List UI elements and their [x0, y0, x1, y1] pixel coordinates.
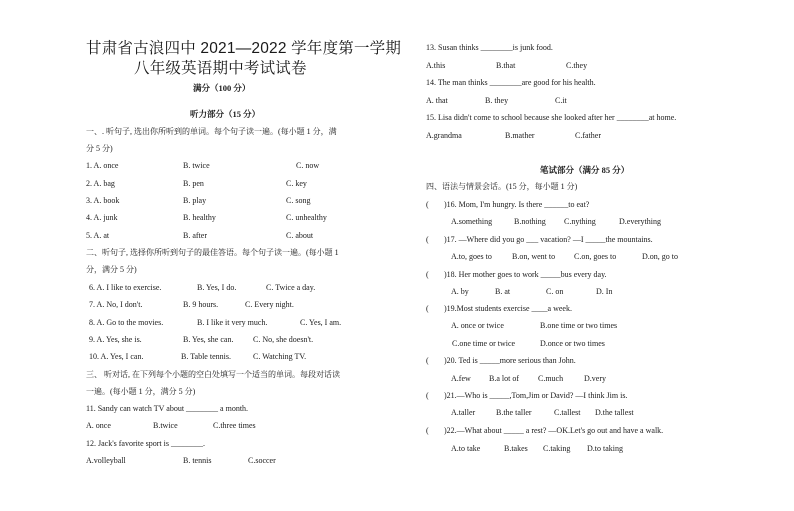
q16-option-d: D.everything	[619, 217, 661, 226]
q15-prompt: 15. Lisa didn't come to school because she looked after her ________at home.	[426, 113, 677, 122]
q18-option-d: D. In	[596, 287, 613, 296]
q14-option-b: B. they	[485, 96, 509, 105]
q11-option-c: C.three times	[213, 421, 256, 430]
q12-option-b: B. tennis	[183, 456, 212, 465]
section1-instruction: 一、. 听句子, 选出你所听到的单词。每个句子读一遍。(每小题 1 分，满	[86, 127, 337, 136]
q1-option-b: B. twice	[183, 161, 210, 170]
q14-prompt: 14. The man thinks ________are good for his health.	[426, 78, 596, 87]
q18-prompt: )18. Her mother goes to work _____bus every day.	[444, 270, 607, 279]
q12-option-a: A.volleyball	[86, 456, 126, 465]
q2-option-c: C. key	[286, 179, 307, 188]
q17-option-a: A.to, goes to	[451, 252, 492, 261]
q8-option-c: C. Yes, I am.	[300, 318, 342, 327]
q8-option-a: 8. A. Go to the movies.	[89, 318, 164, 327]
q17-prompt: )17. —Where did you go ___ vacation? —I _____the mountains.	[444, 235, 653, 244]
q19-answer-bracket: (	[426, 304, 429, 313]
q20-answer-bracket: (	[426, 356, 429, 365]
q9-option-b: B. Yes, she can.	[183, 335, 234, 344]
q10-option-c: C. Watching TV.	[253, 352, 307, 361]
q7-option-b: B. 9 hours.	[183, 300, 219, 309]
q11-option-a: A. once	[86, 421, 111, 430]
q6-option-a: 6. A. I like to exercise.	[89, 283, 162, 292]
q20-option-c: C.much	[538, 374, 564, 383]
q20-prompt: )20. Ted is _____more serious than John.	[444, 356, 576, 365]
written-heading: 笔试部分（满分 85 分）	[540, 165, 630, 175]
q1-option-c: C. now	[296, 161, 320, 170]
q16-option-c: C.nything	[564, 217, 596, 226]
q20-option-a: A.few	[451, 374, 471, 383]
q16-answer-bracket: (	[426, 200, 429, 209]
q19-option-a: A. once or twice	[451, 321, 504, 330]
q4-option-a: 4. A. junk	[86, 213, 118, 222]
section4-instruction: 四、语法与情景会话。(15 分，每小题 1 分)	[426, 182, 578, 191]
q21-option-b: B.the taller	[496, 408, 532, 417]
q3-option-b: B. play	[183, 196, 207, 205]
q21-option-c: C.tallest	[554, 408, 581, 417]
q14-option-c: C.it	[555, 96, 567, 105]
q4-option-b: B. healthy	[183, 213, 216, 222]
q17-option-b: B.on, went to	[512, 252, 556, 261]
q12-option-c: C.soccer	[248, 456, 276, 465]
q14-option-a: A. that	[426, 96, 448, 105]
q17-answer-bracket: (	[426, 235, 429, 244]
q13-option-c: C.they	[566, 61, 588, 70]
q16-option-a: A.something	[451, 217, 493, 226]
q11-prompt: 11. Sandy can watch TV about ________ a month.	[86, 404, 249, 413]
q18-option-c: C. on	[546, 287, 564, 296]
q9-option-a: 9. A. Yes, she is.	[89, 335, 142, 344]
q22-option-c: C.taking	[543, 444, 571, 453]
q6-option-c: C. Twice a day.	[266, 283, 316, 292]
q22-option-a: A.to take	[451, 444, 481, 453]
section2-instruction: 二、听句子, 选择你所听到句子的最佳答语。每个句子读一遍。(每小题 1	[86, 248, 339, 257]
q21-option-a: A.taller	[451, 408, 476, 417]
q5-option-b: B. after	[183, 231, 207, 240]
q10-option-a: 10. A. Yes, I can.	[89, 352, 144, 361]
q5-option-c: C. about	[286, 231, 314, 240]
q21-prompt: )21.—Who is _____,Tom,Jim or David? —I think Jim is.	[444, 391, 628, 400]
q22-option-b: B.takes	[504, 444, 528, 453]
q11-option-b: B.twice	[153, 421, 178, 430]
q16-option-b: B.nothing	[514, 217, 546, 226]
section2-instruction-cont: 分，满分 5 分)	[86, 265, 137, 274]
q13-option-b: B.that	[496, 61, 516, 70]
q9-option-c: C. No, she doesn't.	[253, 335, 314, 344]
listening-heading: 听力部分（15 分）	[190, 109, 261, 119]
section3-instruction: 三、 听对话, 在下列每个小题的空白处填写一个适当的单词。每段对话读	[86, 370, 340, 379]
q2-option-a: 2. A. bag	[86, 179, 115, 188]
q20-option-d: D.very	[584, 374, 606, 383]
full-score: 满分（100 分）	[193, 83, 251, 93]
q1-option-a: 1. A. once	[86, 161, 119, 170]
q18-answer-bracket: (	[426, 270, 429, 279]
q3-option-a: 3. A. book	[86, 196, 120, 205]
section1-instruction-cont: 分 5 分)	[86, 144, 113, 153]
q19-prompt: )19.Most students exercise ____a week.	[444, 304, 572, 313]
q18-option-b: B. at	[495, 287, 511, 296]
q19-option-c: C.one time or twice	[452, 339, 516, 348]
q7-option-c: C. Every night.	[245, 300, 294, 309]
q19-option-d: D.once or two times	[540, 339, 605, 348]
q6-option-b: B. Yes, I do.	[197, 283, 237, 292]
q15-option-b: B.mather	[505, 131, 535, 140]
q17-option-d: D.on, go to	[642, 252, 678, 261]
q12-prompt: 12. Jack's favorite sport is ________.	[86, 439, 205, 448]
q15-option-c: C.father	[575, 131, 601, 140]
q13-prompt: 13. Susan thinks ________is junk food.	[426, 43, 553, 52]
q5-option-a: 5. A. at	[86, 231, 110, 240]
q21-option-d: D.the tallest	[595, 408, 634, 417]
q18-option-a: A. by	[451, 287, 469, 296]
q22-prompt: )22.—What about _____ a rest? —OK.Let's go out and have a walk.	[444, 426, 664, 435]
q4-option-c: C. unhealthy	[286, 213, 327, 222]
q22-option-d: D.to taking	[587, 444, 623, 453]
q13-option-a: A.this	[426, 61, 446, 70]
q3-option-c: C. song	[286, 196, 311, 205]
q7-option-a: 7. A. No, I don't.	[89, 300, 143, 309]
q2-option-b: B. pen	[183, 179, 204, 188]
q16-prompt: )16. Mom, I'm hungry. Is there ______to eat?	[444, 200, 590, 209]
q10-option-b: B. Table tennis.	[181, 352, 231, 361]
q19-option-b: B.one time or two times	[540, 321, 618, 330]
q20-option-b: B.a lot of	[489, 374, 519, 383]
exam-title-line2: 八年级英语期中考试试卷	[134, 60, 307, 77]
exam-title-line1: 甘肃省古浪四中 2021—2022 学年度第一学期	[86, 40, 402, 57]
q17-option-c: C.on, goes to	[574, 252, 617, 261]
q22-answer-bracket: (	[426, 426, 429, 435]
q8-option-b: B. I like it very much.	[197, 318, 268, 327]
section3-instruction-cont: 一遍。(每小题 1 分，满分 5 分)	[86, 387, 196, 396]
q21-answer-bracket: (	[426, 391, 429, 400]
q15-option-a: A.grandma	[426, 131, 462, 140]
